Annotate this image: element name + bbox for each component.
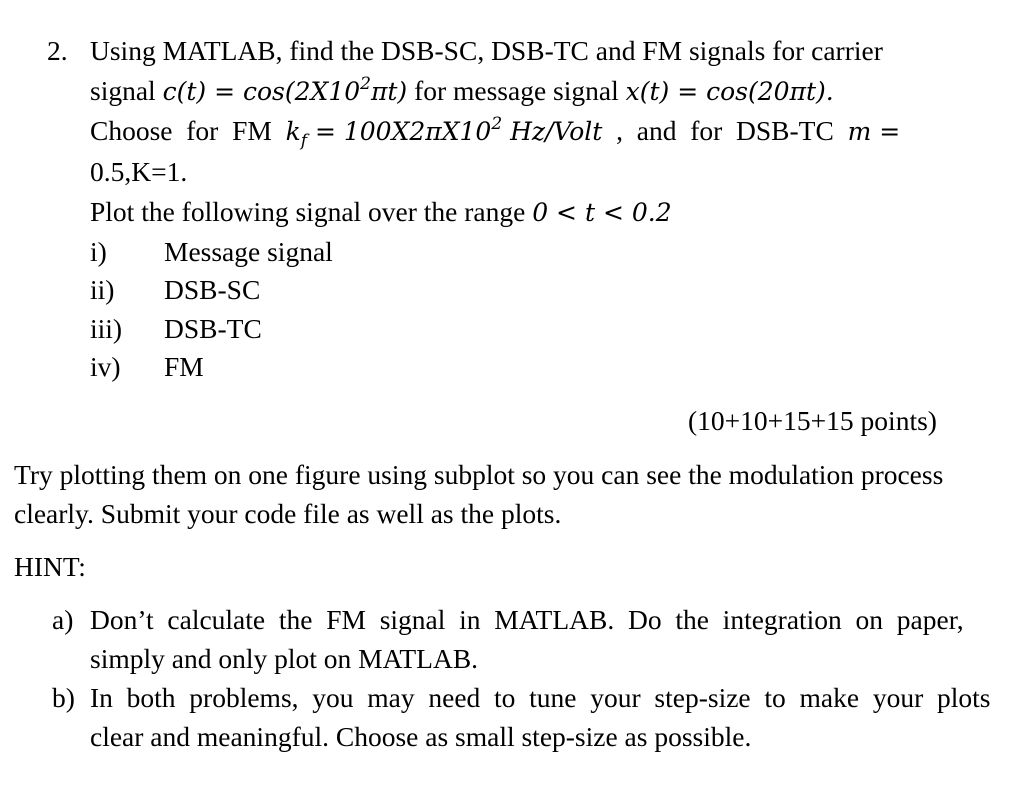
list-item-text: DSB-TC	[164, 313, 262, 344]
list-item-number: iv)	[90, 351, 121, 382]
choose-text: Choose for FM	[90, 115, 286, 146]
hint-b-line-1: In both problems, you may need to tune your step-size to make your plots	[90, 682, 991, 713]
hint-a-line-1: Don’t calculate the FM signal in MATLAB. Do the integration on paper,	[90, 604, 964, 635]
problem-line-4: 0.5,K=1.	[90, 156, 188, 187]
list-item-number: iii)	[90, 313, 123, 344]
problem-line-3: Choose for FM $k_f = 100X2\pi X10^2$ Hz/Volt , and for DSB-TC m =	[90, 114, 901, 151]
hint-title: HINT:	[14, 551, 86, 582]
list-item-number: ii)	[90, 274, 115, 305]
signal-text: signal	[90, 75, 163, 106]
message-equation: x(t) = cos(20πt).	[625, 77, 834, 106]
message-signal-text: for message signal	[407, 75, 626, 106]
list-item-text: DSB-SC	[164, 274, 261, 305]
hint-a-number: a)	[52, 604, 74, 635]
list-item-text: Message signal	[164, 236, 333, 267]
problem-line-2	[90, 71, 834, 111]
list-item-text: FM	[164, 351, 204, 382]
points-label: (10+10+15+15 points)	[688, 405, 937, 436]
list-item-number: i)	[90, 236, 107, 267]
dsbtc-text: and for DSB-TC	[622, 115, 848, 146]
problem-number: 2.	[47, 35, 68, 66]
carrier-equation: $c(t) = \cos(2X10^2\pi t)$	[162, 74, 408, 106]
kf-equation: $k_f = 100X2\pi X10^2$ Hz/Volt	[285, 114, 603, 151]
problem-line-1: Using MATLAB, find the DSB-SC, DSB-TC and FM signals for carrier	[90, 35, 883, 66]
m-equation: m =	[847, 117, 901, 146]
problem-line-5: Plot the following signal over the range 0 < t < 0.2	[90, 196, 672, 227]
hint-b-line-2: clear and meaningful. Choose as small step-size as possible.	[90, 721, 752, 752]
range-equation: 0 < t < 0.2	[532, 198, 672, 227]
hint-b-number: b)	[52, 682, 75, 713]
instruction-line-1: Try plotting them on one figure using subplot so you can see the modulation process	[14, 459, 944, 490]
instruction-line-2: clearly. Submit your code file as well as the plots.	[14, 498, 562, 529]
hint-a-line-2: simply and only plot on MATLAB.	[90, 643, 479, 674]
